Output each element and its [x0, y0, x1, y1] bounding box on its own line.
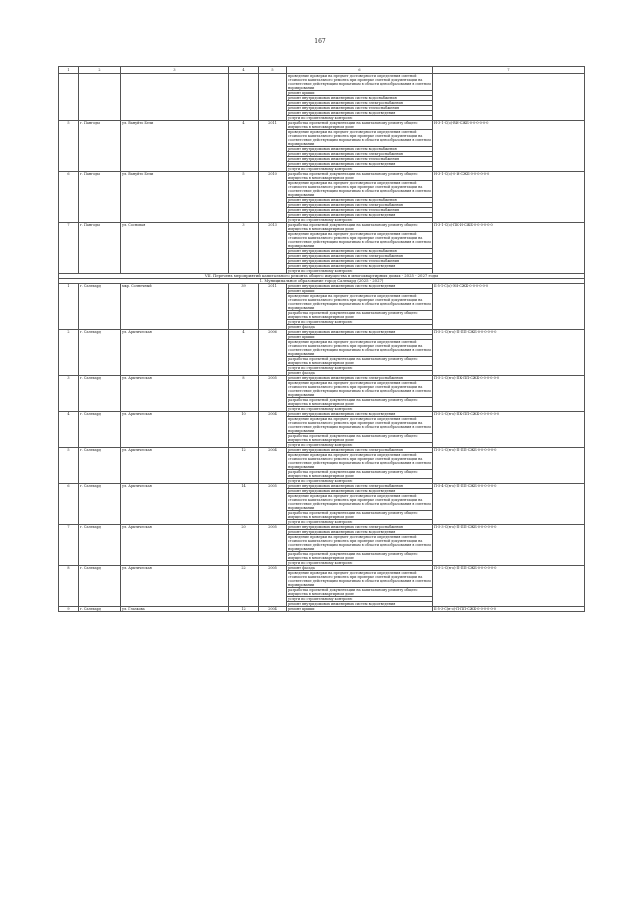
building-code: П-3-1-С(о)-ПК-И-СЖБ-0-0-0-0-0-0 — [433, 223, 585, 274]
building-code: Б-5-3-С(н-о)-П-ПП-СЖБ-0-0-0-0-0-0 — [433, 607, 585, 612]
work-description: услуги по строительному контролю — [287, 218, 433, 223]
row-c1: 7 — [59, 223, 79, 274]
work-description: проведение проверки на предмет достоверности определения сметной стоимости капитального ремонта при проверке сметной документации на соответствие действующим нормативам в области ценообразования в сметном нормировании — [288, 232, 431, 248]
table-row — [59, 172, 585, 181]
work-description: разработка проектной документации на капитальному ремонту общего имущества в многоквартирном доме — [287, 121, 433, 130]
table-row — [59, 484, 585, 489]
work-description: услуги по строительному контролю — [287, 320, 433, 325]
column-header: 1 — [59, 67, 79, 74]
row-c3: ул. Арктическая — [121, 412, 229, 448]
building-code: П-5-2-С(н-о)-ПК-ПП-СЖБ-0-0-0-0-0-0 — [433, 376, 585, 412]
row-c3: ул. Вануйто Бели — [121, 172, 229, 223]
table-row — [59, 284, 585, 289]
work-description: услуги по строительному контролю — [287, 167, 433, 172]
row-c5: 2005 — [259, 566, 287, 607]
row-c5: 2005 — [259, 484, 287, 525]
building-code: Н-3-1-С(о)-0-И-СЖБ-0-0-0-0-0-0 — [433, 172, 585, 223]
work-description: ремонт крыши — [287, 289, 433, 294]
work-description: ремонт внутридомовых инженерных систем электроснабжения — [287, 203, 433, 208]
work-description: услуги по строительному контролю — [287, 561, 433, 566]
table-row — [59, 330, 585, 335]
work-description: ремонт внутридомовых инженерных систем теплоснабжения — [287, 208, 433, 213]
row-c1: 3 — [59, 376, 79, 412]
row-c5: 2010 — [259, 172, 287, 223]
building-code: П-5-2-С(н-о)-П-ПП-СЖБ-0-0-0-0-0-0 — [433, 566, 585, 607]
table-row — [59, 412, 585, 417]
building-code: П-5-2-С(н-о)-П-ПП-СЖБ-0-0-0-0-0-0 — [433, 448, 585, 484]
table-row — [59, 74, 585, 91]
row-c4: 14 — [229, 484, 259, 525]
row-c4: 4 — [229, 330, 259, 376]
work-description: разработка проектной документации на капитальному ремонту общего имущества в многоквартирном доме — [287, 223, 433, 232]
work-description: проведение проверки на предмет достоверности определения сметной стоимости капитального ремонта при проверке сметной документации на соответствие действующим нормативам в области ценообразования в сметном нормировании — [288, 340, 431, 356]
work-description: ремонт крыши — [287, 91, 433, 96]
row-c5: 2011 — [259, 121, 287, 172]
work-description: услуги по строительному контролю — [287, 407, 433, 412]
work-description: ремонт внутридомовых инженерных систем водоотведения — [287, 602, 433, 607]
row-c5: 2005 — [259, 525, 287, 566]
work-description: ремонт внутридомовых инженерных систем электроснабжения — [287, 376, 433, 381]
work-description: ремонт внутридомовых инженерных систем водоотведения — [287, 284, 433, 289]
row-c5: 2004 — [259, 448, 287, 484]
row-c3: ул. Арктическая — [121, 566, 229, 607]
work-description: ремонт внутридомовых инженерных систем электроснабжения — [287, 484, 433, 489]
building-code — [433, 74, 585, 121]
row-c4 — [229, 74, 259, 121]
row-c1: 2 — [59, 330, 79, 376]
page-number: 167 — [314, 38, 326, 45]
row-c2: г. Пангоды — [79, 172, 121, 223]
work-description: разработка проектной документации на капитальному ремонту общего имущества в многоквартирном доме — [287, 172, 433, 181]
row-c5 — [259, 74, 287, 121]
row-c1: 9 — [59, 607, 79, 612]
work-description: услуги по строительному контролю — [287, 520, 433, 525]
work-description: проведение проверки на предмет достоверности определения сметной стоимости капитального ремонта при проверке сметной документации на соответствие действующим нормативам в области ценообразования в сметном нормировании — [288, 535, 431, 551]
row-c2: г. Салехард — [79, 330, 121, 376]
table-row — [59, 376, 585, 381]
work-description: ремонт внутридомовых инженерных систем электроснабжения — [287, 448, 433, 453]
work-description: ремонт внутридомовых инженерных систем водоотведения — [287, 111, 433, 116]
building-code: Б-5-1-С(о)-ЭИ-СЖБ-0-0-0-0-0-0 — [433, 284, 585, 330]
table-row — [59, 121, 585, 130]
row-c4: 20 — [229, 525, 259, 566]
row-c4: 39 — [229, 284, 259, 330]
row-c5: 2004 — [259, 607, 287, 612]
work-description: ремонт внутридомовых инженерных систем теплоснабжения — [287, 259, 433, 264]
column-header: 7 — [433, 67, 585, 74]
capital-repair-table — [58, 66, 585, 612]
row-c3: ул. Арктическая — [121, 525, 229, 566]
work-description: ремонт внутридомовых инженерных систем водоотведения — [287, 330, 433, 335]
row-c2: г. Салехард — [79, 525, 121, 566]
work-description: ремонт внутридомовых инженерных систем водоотведения — [287, 162, 433, 167]
row-c2: г. Салехард — [79, 412, 121, 448]
building-code: Н-3-1-С(о)-ВИ-СЖБ-0-0-0-0-0-0 — [433, 121, 585, 172]
row-c5: 2004 — [259, 412, 287, 448]
work-description: услуги по строительному контролю — [287, 443, 433, 448]
work-description: ремонт внутридомовых инженерных систем теплоснабжения — [287, 157, 433, 162]
column-header: 4 — [229, 67, 259, 74]
row-c5: 2006 — [259, 330, 287, 376]
section-subtitle: 1. Муниципальное образование город Салехард (2025 - 2027) — [59, 279, 585, 284]
table-body — [59, 67, 585, 612]
row-c1: 1 — [59, 284, 79, 330]
row-c1 — [59, 74, 79, 121]
work-description: ремонт внутридомовых инженерных систем теплоснабжения — [287, 106, 433, 111]
work-description: ремонт внутридомовых инженерных систем водоотведения — [287, 213, 433, 218]
work-description: разработка проектной документации на капитальному ремонту общего имущества в многоквартирном доме — [287, 398, 433, 407]
column-header: 3 — [121, 67, 229, 74]
work-description: ремонт внутридомовых инженерных систем электроснабжения — [287, 101, 433, 106]
row-c4: 5 — [229, 172, 259, 223]
row-c1: 8 — [59, 566, 79, 607]
row-c5: 2013 — [259, 223, 287, 274]
row-c3: ул. Арктическая — [121, 484, 229, 525]
row-c2: г. Салехард — [79, 484, 121, 525]
row-c4: 10 — [229, 412, 259, 448]
row-c5: 2011 — [259, 284, 287, 330]
section-title: VII. Перечень мероприятий капитального ремонта общего имущества в многоквартирных домах - 2025 - 2027 годы — [59, 274, 585, 279]
row-c3: ул. Арктическая — [121, 448, 229, 484]
work-description: ремонт внутридомовых инженерных систем водоотведения — [287, 264, 433, 269]
row-c1: 5 — [59, 448, 79, 484]
work-description: проведение проверки на предмет достоверности определения сметной стоимости капитального ремонта при проверке сметной документации на соответствие действующим нормативам в области ценообразования в сметном нормировании — [288, 453, 431, 469]
work-description: ремонт внутридомовых инженерных систем водоснабжения — [287, 147, 433, 152]
row-c4: 4 — [229, 121, 259, 172]
row-c2: г. Салехард — [79, 448, 121, 484]
row-c4: 8 — [229, 376, 259, 412]
work-description: ремонт фасада — [287, 371, 433, 376]
work-description: ремонт внутридомовых инженерных систем водоотведения — [287, 530, 433, 535]
table-row — [59, 607, 585, 612]
work-description: ремонт фасада — [287, 566, 433, 571]
work-description: ремонт внутридомовых инженерных систем электроснабжения — [287, 254, 433, 259]
work-description: услуги по строительному контролю — [287, 597, 433, 602]
work-description: проведение проверки на предмет достоверности определения сметной стоимости капитального ремонта при проверке сметной документации на соответствие действующим нормативам в области ценообразования в сметном нормировании — [288, 494, 431, 510]
work-description: ремонт фасада — [287, 325, 433, 330]
work-description: ремонт крыши — [287, 335, 433, 340]
row-c3: ул. Глазкова — [121, 607, 229, 612]
work-description: услуги по строительному контролю — [287, 479, 433, 484]
row-c3: ул. Арктическая — [121, 330, 229, 376]
work-description: проведение проверки на предмет достоверности определения сметной стоимости капитального ремонта при проверке сметной документации на соответствие действующим нормативам в области ценообразования в сметном нормировании — [288, 130, 431, 146]
work-description: ремонт внутридомовых инженерных систем водоотведения — [287, 489, 433, 494]
column-header: 6 — [287, 67, 433, 74]
work-description: ремонт внутридомовых инженерных систем водоснабжения — [287, 96, 433, 101]
work-description: разработка проектной документации на капитальному ремонту общего имущества в многоквартирном доме — [287, 511, 433, 520]
work-description: ремонт крыши — [287, 607, 433, 612]
work-description: проведение проверки на предмет достоверности определения сметной стоимости капитального ремонта при проверке сметной документации на соответствие действующим нормативам в области ценообразования в сметном нормировании — [288, 294, 431, 310]
row-c5: 2005 — [259, 376, 287, 412]
row-c1: 6 — [59, 484, 79, 525]
work-description: ремонт внутридомовых инженерных систем водоотведения — [287, 412, 433, 417]
row-c2 — [79, 74, 121, 121]
work-description: разработка проектной документации на капитальному ремонту общего имущества в многоквартирном доме — [287, 434, 433, 443]
row-c1: 6 — [59, 172, 79, 223]
row-c2: г. Салехард — [79, 376, 121, 412]
table-row — [59, 223, 585, 232]
row-c3: ул. Сосновая — [121, 223, 229, 274]
table-row — [59, 525, 585, 530]
building-code: П-5-2-С(н-о)-П-ПП-СЖБ-0-0-0-0-0-0 — [433, 330, 585, 376]
building-code: П-5-4-С(н-о)-П-ПП-СЖБ-0-0-0-0-0-0 — [433, 484, 585, 525]
work-description: разработка проектной документации на капитальному ремонту общего имущества в многоквартирном доме — [287, 311, 433, 320]
work-description: разработка проектной документации на капитальному ремонту общего имущества в многоквартирном доме — [287, 470, 433, 479]
row-c3: ул. Вануйто Бели — [121, 121, 229, 172]
row-c2: г. Салехард — [79, 607, 121, 612]
column-header: 5 — [259, 67, 287, 74]
row-c2: г. Пангоды — [79, 223, 121, 274]
work-description: проведение проверки на предмет достоверности определения сметной стоимости капитального ремонта при проверке сметной документации на соответствие действующим нормативам в области ценообразования в сметном нормировании — [288, 74, 431, 90]
row-c4: 3 — [229, 223, 259, 274]
work-description: проведение проверки на предмет достоверности определения сметной стоимости капитального ремонта при проверке сметной документации на соответствие действующим нормативам в области ценообразования в сметном нормировании — [288, 571, 431, 587]
row-c1: 7 — [59, 525, 79, 566]
header-row — [59, 67, 585, 74]
row-c4: 22 — [229, 566, 259, 607]
row-c1: 4 — [59, 412, 79, 448]
row-c1: 5 — [59, 121, 79, 172]
row-c4: 12 — [229, 448, 259, 484]
work-description: ремонт внутридомовых инженерных систем электроснабжения — [287, 152, 433, 157]
work-description: ремонт внутридомовых инженерных систем водоснабжения — [287, 198, 433, 203]
work-description: разработка проектной документации на капитальному ремонту общего имущества в многоквартирном доме — [287, 552, 433, 561]
work-description: ремонт внутридомовых инженерных систем электроснабжения — [287, 525, 433, 530]
work-description: разработка проектной документации на капитальному ремонту общего имущества в многоквартирном доме — [287, 588, 433, 597]
work-description: проведение проверки на предмет достоверности определения сметной стоимости капитального ремонта при проверке сметной документации на соответствие действующим нормативам в области ценообразования в сметном нормировании — [288, 381, 431, 397]
row-c2: г. Салехард — [79, 284, 121, 330]
column-header: 2 — [79, 67, 121, 74]
work-description: ремонт внутридомовых инженерных систем водоснабжения — [287, 249, 433, 254]
work-description: услуги по строительному контролю — [287, 366, 433, 371]
work-description: разработка проектной документации на капитальному ремонту общего имущества в многоквартирном доме — [287, 357, 433, 366]
row-c4: 12 — [229, 607, 259, 612]
work-description: услуги по строительному контролю — [287, 269, 433, 274]
row-c3: ул. Арктическая — [121, 376, 229, 412]
work-description: проведение проверки на предмет достоверности определения сметной стоимости капитального ремонта при проверке сметной документации на соответствие действующим нормативам в области ценообразования в сметном нормировании — [288, 181, 431, 197]
work-description: проведение проверки на предмет достоверности определения сметной стоимости капитального ремонта при проверке сметной документации на соответствие действующим нормативам в области ценообразования в сметном нормировании — [288, 417, 431, 433]
row-c3 — [121, 74, 229, 121]
building-code: П-5-3-С(н-о)-П-ПП-СЖБ-0-0-0-0-0-0 — [433, 525, 585, 566]
row-c3: мкр. Солнечный — [121, 284, 229, 330]
row-c2: г. Пангоды — [79, 121, 121, 172]
table-row — [59, 448, 585, 453]
work-description: услуги по строительному контролю — [287, 116, 433, 121]
row-c2: г. Салехард — [79, 566, 121, 607]
building-code: П-5-2-С(н-о)-ПК-ПП-СЖБ-0-0-0-0-0-0 — [433, 412, 585, 448]
